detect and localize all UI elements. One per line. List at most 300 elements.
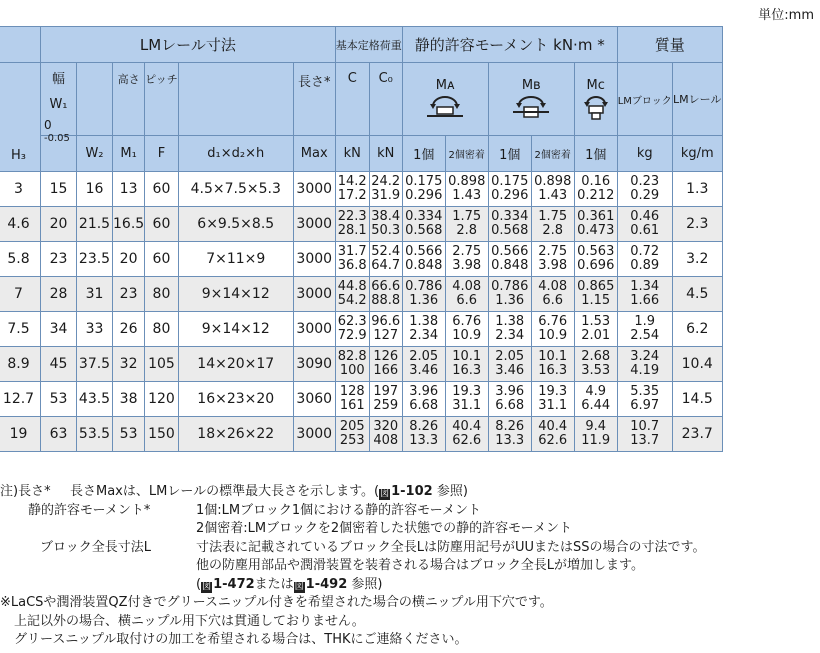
table-body xyxy=(0,172,722,452)
cell-kg-value: 0.89 xyxy=(630,258,660,273)
cell-w2: 37.5 xyxy=(77,347,113,382)
cell-c xyxy=(335,312,369,347)
cell-c-value: 36.8 xyxy=(337,258,367,273)
cell-kgm: 14.5 xyxy=(672,382,722,417)
cell-h3: 7.5 xyxy=(0,312,41,347)
header-static-moment: 静的許容モーメント kN·m * xyxy=(402,27,617,63)
cell-ma1-value: 8.26 xyxy=(409,419,439,434)
cell-mc xyxy=(574,347,617,382)
cell-c-value: 44.8 xyxy=(337,279,367,294)
cell-ma1 xyxy=(402,417,445,452)
cell-c0-value: 197 xyxy=(373,384,399,399)
cell-m1: 53 xyxy=(113,417,145,452)
cell-ma2-value: 2.75 xyxy=(452,244,482,259)
cell-ma2-value: 40.4 xyxy=(452,419,482,434)
cell-ma2 xyxy=(445,242,488,277)
cell-kg-value: 1.34 xyxy=(630,279,660,294)
cell-mb2 xyxy=(531,207,574,242)
cell-mb2-value: 6.76 xyxy=(538,314,568,329)
cell-c0-value: 88.8 xyxy=(371,293,401,308)
note-length-close: 参照) xyxy=(432,484,468,499)
header-ma xyxy=(402,63,488,136)
cell-mb2-value: 6.6 xyxy=(542,293,564,308)
cell-kg xyxy=(617,347,672,382)
cell-c xyxy=(335,347,369,382)
header-kgm: kg/m xyxy=(672,136,722,172)
cell-ma1-value: 2.34 xyxy=(409,328,439,343)
cell-ma1 xyxy=(402,277,445,312)
cell-ma1-value: 1.38 xyxy=(409,314,439,329)
note-row-nipple-3 xyxy=(0,631,820,650)
cell-c0-value: 96.6 xyxy=(371,314,401,329)
note-moment-label: 静的許容モーメント* xyxy=(28,502,151,518)
cell-mb2 xyxy=(531,277,574,312)
cell-mc-value: 11.9 xyxy=(581,433,611,448)
cell-kg-value: 0.72 xyxy=(630,244,660,259)
cell-dxh: 9×14×12 xyxy=(178,277,293,312)
cell-dxh: 16×23×20 xyxy=(178,382,293,417)
cell-w1: 20 xyxy=(41,207,77,242)
cell-c xyxy=(335,242,369,277)
header-kg: kg xyxy=(617,136,672,172)
header-mass: 質量 xyxy=(617,27,722,63)
cell-m1: 32 xyxy=(113,347,145,382)
header-w2: W₂ xyxy=(77,136,113,172)
cell-mb2-value: 1.75 xyxy=(538,209,568,224)
note-moment-two: 2個密着:LMブロックを2個密着した状態での静的許容モーメント xyxy=(196,521,572,536)
cell-mb2 xyxy=(531,347,574,382)
cell-w1: 63 xyxy=(41,417,77,452)
cell-mc xyxy=(574,172,617,207)
cell-ma1 xyxy=(402,312,445,347)
note-row-moment xyxy=(0,502,820,521)
unit-label: 単位:mm xyxy=(758,8,814,23)
cell-c0-value: 31.9 xyxy=(371,188,401,203)
table-row xyxy=(0,242,722,277)
reference-book-icon: 図 xyxy=(294,581,304,592)
cell-c-value: 100 xyxy=(339,363,365,378)
note-length-text xyxy=(70,483,468,502)
note-row-block-length-2 xyxy=(0,557,820,576)
cell-c-value: 54.2 xyxy=(337,293,367,308)
note-block-length-text: 寸法表に記載されているブロック全長Lは防塵用記号がUUまたはSSの場合の寸法です。 xyxy=(196,539,706,555)
cell-mc-value: 2.01 xyxy=(581,328,611,343)
cell-mc-value: 0.361 xyxy=(577,209,615,224)
cell-f: 80 xyxy=(145,312,179,347)
cell-ma2 xyxy=(445,277,488,312)
cell-m1: 38 xyxy=(113,382,145,417)
cell-ma1-value: 1.36 xyxy=(409,293,439,308)
cell-c0 xyxy=(369,312,402,347)
cell-ma1 xyxy=(402,347,445,382)
header-f: F xyxy=(145,136,179,172)
cell-c-value: 28.1 xyxy=(337,223,367,238)
cell-ma1-value: 0.175 xyxy=(405,174,443,189)
cell-mb2 xyxy=(531,312,574,347)
header-h3: H₃ xyxy=(0,63,41,172)
cell-mb1 xyxy=(488,242,531,277)
cell-mb2-value: 62.6 xyxy=(538,433,568,448)
cell-w2: 21.5 xyxy=(77,207,113,242)
cell-mb2-value: 3.98 xyxy=(538,258,568,273)
cell-ma2-value: 0.898 xyxy=(448,174,486,189)
cell-ma2-value: 1.43 xyxy=(452,188,482,203)
note-moment-one: 1個:LMブロック1個における静的許容モーメント xyxy=(196,502,481,518)
cell-mb1 xyxy=(488,277,531,312)
cell-mc xyxy=(574,382,617,417)
cell-h3: 3 xyxy=(0,172,41,207)
cell-max: 3000 xyxy=(293,242,335,277)
cell-mb2-value: 2.75 xyxy=(538,244,568,259)
cell-h3: 5.8 xyxy=(0,242,41,277)
cell-dxh: 18×26×22 xyxy=(178,417,293,452)
cell-f: 60 xyxy=(145,242,179,277)
header-mc-label: Mᴄ xyxy=(586,77,605,93)
cell-f: 150 xyxy=(145,417,179,452)
cell-kg xyxy=(617,417,672,452)
mb-moment-icon xyxy=(511,95,551,121)
cell-ma1-value: 3.96 xyxy=(409,384,439,399)
cell-ma2-value: 3.98 xyxy=(452,258,482,273)
header-lm-block: LMブロック xyxy=(617,63,672,136)
cell-kg-value: 10.7 xyxy=(630,419,660,434)
note-row-nipple-1 xyxy=(0,594,820,613)
paren-open: ( xyxy=(196,576,202,592)
table-row xyxy=(0,207,722,242)
cell-c-value: 31.7 xyxy=(337,244,367,259)
cell-max: 3000 xyxy=(293,417,335,452)
cell-ma1-value: 0.786 xyxy=(405,279,443,294)
cell-mb1-value: 6.68 xyxy=(495,398,525,413)
cell-ma2 xyxy=(445,312,488,347)
cell-ma2-value: 6.76 xyxy=(452,314,482,329)
cell-kg-value: 5.35 xyxy=(630,384,660,399)
cell-mb1 xyxy=(488,207,531,242)
cell-ma1-value: 3.46 xyxy=(409,363,439,378)
cell-f: 60 xyxy=(145,172,179,207)
cell-mb2-value: 2.8 xyxy=(542,223,564,238)
cell-c-value: 22.3 xyxy=(337,209,367,224)
cell-mb2-value: 10.1 xyxy=(538,349,568,364)
cell-mc-value: 0.473 xyxy=(577,223,615,238)
cell-ma2-value: 10.1 xyxy=(452,349,482,364)
cell-c0-value: 127 xyxy=(373,328,399,343)
header-mb-one: 1個 xyxy=(488,136,531,172)
cell-mb2 xyxy=(531,382,574,417)
cell-c0 xyxy=(369,172,402,207)
header-m1: M₁ xyxy=(113,136,145,172)
cell-mb1-value: 0.566 xyxy=(491,244,529,259)
cell-mc xyxy=(574,207,617,242)
header-w2-top xyxy=(77,63,113,136)
cell-c0-value: 64.7 xyxy=(371,258,401,273)
cell-m1: 20 xyxy=(113,242,145,277)
cell-mc-value: 0.563 xyxy=(577,244,615,259)
cell-ma1 xyxy=(402,172,445,207)
header-c: C xyxy=(335,63,369,136)
header-mc-one: 1個 xyxy=(574,136,617,172)
note-nipple-2: 上記以外の場合、横ニップル用下穴は貫通しておりません。 xyxy=(14,613,365,629)
notes xyxy=(0,483,820,650)
cell-c-value: 62.3 xyxy=(337,314,367,329)
cell-ma1-value: 0.848 xyxy=(405,258,443,273)
cell-w1: 15 xyxy=(41,172,77,207)
note-ref-1: 1-472 xyxy=(213,576,255,592)
cell-kg-value: 2.54 xyxy=(630,328,660,343)
cell-mc xyxy=(574,312,617,347)
note-block-length-ref xyxy=(196,576,382,595)
cell-dxh: 6×9.5×8.5 xyxy=(178,207,293,242)
header-ma-two: 2個密着 xyxy=(445,136,488,172)
cell-w2: 31 xyxy=(77,277,113,312)
note-row-nipple-2 xyxy=(0,613,820,632)
table-row xyxy=(0,277,722,312)
cell-kg-value: 1.66 xyxy=(630,293,660,308)
note-ref-2: 1-492 xyxy=(305,576,348,592)
cell-kg xyxy=(617,277,672,312)
cell-mb1-value: 3.96 xyxy=(495,384,525,399)
cell-ma2 xyxy=(445,417,488,452)
cell-ma2 xyxy=(445,207,488,242)
header-c0: C₀ xyxy=(369,63,402,136)
table-row xyxy=(0,312,722,347)
cell-max: 3060 xyxy=(293,382,335,417)
cell-dxh: 7×11×9 xyxy=(178,242,293,277)
cell-mb2 xyxy=(531,417,574,452)
cell-max: 3000 xyxy=(293,207,335,242)
cell-kgm: 1.3 xyxy=(672,172,722,207)
spec-table xyxy=(0,26,723,452)
cell-mb1-value: 0.296 xyxy=(491,188,529,203)
note-ref-or: または xyxy=(254,576,294,592)
cell-f: 120 xyxy=(145,382,179,417)
cell-w2: 23.5 xyxy=(77,242,113,277)
cell-mb2-value: 40.4 xyxy=(538,419,568,434)
cell-mb2-value: 4.08 xyxy=(538,279,568,294)
note-length-body: 長さMaxは、LMレールの標準最大長さを示します。( xyxy=(70,484,380,499)
note-length-label: 注)長さ* xyxy=(0,484,51,499)
cell-m1: 23 xyxy=(113,277,145,312)
cell-mb1-value: 1.38 xyxy=(495,314,525,329)
note-row-block-length xyxy=(0,539,820,558)
cell-max: 3090 xyxy=(293,347,335,382)
cell-c0-value: 320 xyxy=(373,419,399,434)
cell-ma1-value: 0.568 xyxy=(405,223,443,238)
cell-m1: 16.5 xyxy=(113,207,145,242)
cell-c0-value: 38.4 xyxy=(371,209,401,224)
cell-mc-value: 2.68 xyxy=(581,349,611,364)
cell-mb2 xyxy=(531,242,574,277)
cell-c0-value: 52.4 xyxy=(371,244,401,259)
header-dxh: d₁×d₂×h xyxy=(178,136,293,172)
cell-mb1-value: 8.26 xyxy=(495,419,525,434)
header-basic-load: 基本定格荷重 xyxy=(335,27,402,63)
table-row xyxy=(0,417,722,452)
cell-ma2-value: 1.75 xyxy=(452,209,482,224)
cell-mb2 xyxy=(531,172,574,207)
cell-mb2-value: 1.43 xyxy=(538,188,568,203)
cell-mb2-value: 16.3 xyxy=(538,363,568,378)
cell-kg xyxy=(617,172,672,207)
cell-c xyxy=(335,417,369,452)
note-length-ref: 1-102 xyxy=(391,484,433,499)
note-row-length xyxy=(0,483,820,502)
header-blank xyxy=(0,27,41,63)
cell-kgm: 23.7 xyxy=(672,417,722,452)
cell-ma1-value: 6.68 xyxy=(409,398,439,413)
cell-c0 xyxy=(369,382,402,417)
header-ma-label: Mᴀ xyxy=(435,77,455,93)
cell-ma1 xyxy=(402,382,445,417)
note-nipple-3: グリースニップル取付けの加工を希望される場合は、THKにご連絡ください。 xyxy=(14,632,468,647)
cell-max: 3000 xyxy=(293,312,335,347)
cell-mc-value: 1.53 xyxy=(581,314,611,329)
cell-w1: 23 xyxy=(41,242,77,277)
note-block-length-label: ブロック全長寸法L xyxy=(40,539,151,555)
cell-mb1 xyxy=(488,172,531,207)
cell-mc xyxy=(574,242,617,277)
reference-book-icon: 図 xyxy=(380,489,390,499)
note-row-block-length-ref xyxy=(0,576,820,595)
cell-kgm: 2.3 xyxy=(672,207,722,242)
cell-c xyxy=(335,382,369,417)
cell-ma2-value: 16.3 xyxy=(452,363,482,378)
cell-mc-value: 0.16 xyxy=(581,174,611,189)
cell-mb2-value: 0.898 xyxy=(534,174,572,189)
cell-kg xyxy=(617,382,672,417)
cell-mc-value: 6.44 xyxy=(581,398,611,413)
cell-kg-value: 6.97 xyxy=(630,398,660,413)
cell-kgm: 10.4 xyxy=(672,347,722,382)
cell-w1: 45 xyxy=(41,347,77,382)
cell-mb1-value: 3.46 xyxy=(495,363,525,378)
header-w1-tol-b: -0.05 xyxy=(44,132,70,144)
cell-c-value: 128 xyxy=(339,384,365,399)
cell-c-value: 161 xyxy=(339,398,365,413)
mc-moment-icon xyxy=(583,95,609,121)
cell-mc-value: 1.15 xyxy=(581,293,611,308)
cell-c0 xyxy=(369,417,402,452)
cell-c xyxy=(335,207,369,242)
cell-kg-value: 13.7 xyxy=(630,433,660,448)
cell-w2: 16 xyxy=(77,172,113,207)
cell-kgm: 6.2 xyxy=(672,312,722,347)
cell-kg-value: 4.19 xyxy=(630,363,660,378)
cell-kg-value: 0.46 xyxy=(630,209,660,224)
cell-dxh: 9×14×12 xyxy=(178,312,293,347)
header-w1-label: W₁ xyxy=(49,97,68,112)
cell-ma1 xyxy=(402,242,445,277)
cell-c0 xyxy=(369,277,402,312)
cell-w2: 43.5 xyxy=(77,382,113,417)
cell-kgm: 4.5 xyxy=(672,277,722,312)
cell-c xyxy=(335,277,369,312)
header-mb-label: Mʙ xyxy=(521,77,541,93)
cell-max: 3000 xyxy=(293,277,335,312)
cell-mb1 xyxy=(488,312,531,347)
cell-c0-value: 259 xyxy=(373,398,399,413)
cell-c0 xyxy=(369,347,402,382)
header-ma-one: 1個 xyxy=(402,136,445,172)
cell-ma2 xyxy=(445,347,488,382)
cell-ma2 xyxy=(445,172,488,207)
cell-h3: 8.9 xyxy=(0,347,41,382)
cell-ma1-value: 0.566 xyxy=(405,244,443,259)
header-width: 幅 xyxy=(51,72,65,87)
cell-h3: 4.6 xyxy=(0,207,41,242)
cell-c0-value: 66.6 xyxy=(371,279,401,294)
cell-ma2-value: 19.3 xyxy=(452,384,482,399)
cell-kg xyxy=(617,242,672,277)
cell-h3: 19 xyxy=(0,417,41,452)
header-height: 高さ xyxy=(113,63,145,136)
cell-mb1-value: 2.05 xyxy=(495,349,525,364)
cell-mb1-value: 0.175 xyxy=(491,174,529,189)
note-nipple-1: ※LaCSや潤滑装置QZ付きでグリースニップル付きを希望された場合の横ニップル用下穴です。 xyxy=(0,595,553,610)
cell-kg-value: 0.29 xyxy=(630,188,660,203)
cell-max: 3000 xyxy=(293,172,335,207)
cell-c0-value: 50.3 xyxy=(371,223,401,238)
cell-f: 60 xyxy=(145,207,179,242)
table-row xyxy=(0,172,722,207)
cell-dxh: 4.5×7.5×5.3 xyxy=(178,172,293,207)
cell-c-value: 205 xyxy=(339,419,365,434)
cell-dxh: 14×20×17 xyxy=(178,347,293,382)
cell-mb2-value: 19.3 xyxy=(538,384,568,399)
cell-ma2-value: 10.9 xyxy=(452,328,482,343)
note-ref-close: 参照) xyxy=(347,576,383,592)
cell-mc-value: 0.865 xyxy=(577,279,615,294)
cell-ma1-value: 0.296 xyxy=(405,188,443,203)
header-dxh-top xyxy=(178,63,293,136)
cell-ma1 xyxy=(402,207,445,242)
cell-mb1-value: 0.786 xyxy=(491,279,529,294)
cell-m1: 26 xyxy=(113,312,145,347)
cell-mc-value: 3.53 xyxy=(581,363,611,378)
cell-c-value: 253 xyxy=(339,433,365,448)
cell-mc-value: 0.696 xyxy=(577,258,615,273)
cell-h3: 7 xyxy=(0,277,41,312)
cell-ma2-value: 2.8 xyxy=(456,223,478,238)
cell-m1: 13 xyxy=(113,172,145,207)
cell-w1: 28 xyxy=(41,277,77,312)
cell-mc-value: 9.4 xyxy=(585,419,607,434)
header-w1-tol xyxy=(41,117,77,172)
cell-f: 105 xyxy=(145,347,179,382)
cell-mb1 xyxy=(488,382,531,417)
cell-c-value: 72.9 xyxy=(337,328,367,343)
header-kn-c: kN xyxy=(335,136,369,172)
cell-mb1 xyxy=(488,417,531,452)
reference-book-icon: 図 xyxy=(202,581,212,592)
cell-mb1-value: 0.848 xyxy=(491,258,529,273)
cell-ma1-value: 13.3 xyxy=(409,433,439,448)
cell-ma2-value: 6.6 xyxy=(456,293,478,308)
cell-mb1-value: 13.3 xyxy=(495,433,525,448)
cell-mc-value: 4.9 xyxy=(585,384,607,399)
cell-ma1-value: 0.334 xyxy=(405,209,443,224)
cell-c0 xyxy=(369,207,402,242)
cell-mc xyxy=(574,277,617,312)
note-block-length-text-2: 他の防塵用部品や潤滑装置を装着される場合はブロック全長Lが増加します。 xyxy=(196,558,644,573)
header-mc xyxy=(574,63,617,136)
cell-w2: 33 xyxy=(77,312,113,347)
note-row-moment-two xyxy=(0,520,820,539)
cell-mc-value: 0.212 xyxy=(577,188,615,203)
cell-kg-value: 0.61 xyxy=(630,223,660,238)
cell-c-value: 17.2 xyxy=(337,188,367,203)
cell-c0-value: 166 xyxy=(373,363,399,378)
